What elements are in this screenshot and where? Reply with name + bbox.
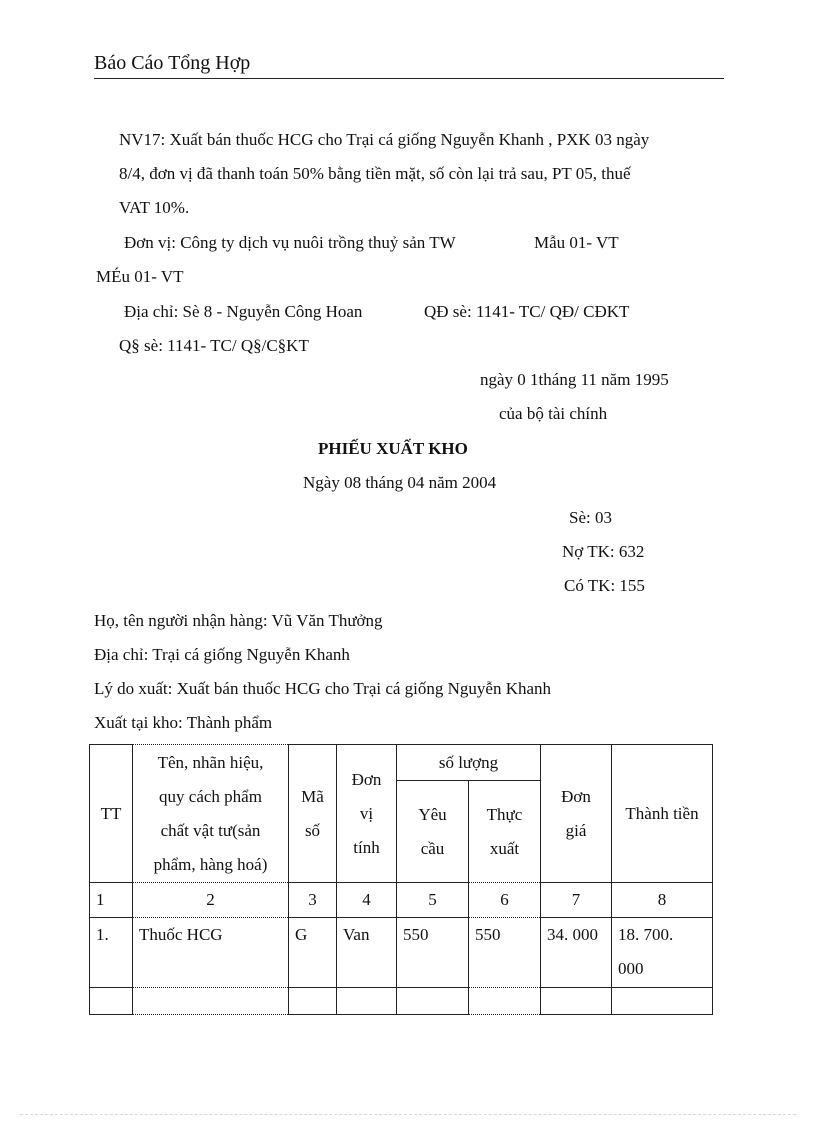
header-unit: Đơn vị tính <box>337 745 397 883</box>
header-actual: Thực xuất <box>469 781 541 883</box>
decision-date: ngày 0 1tháng 11 năm 1995 <box>480 370 669 389</box>
row-name: Thuốc HCG <box>133 918 289 988</box>
form-number-garbled: MÉu 01- VT <box>96 267 184 286</box>
receiver-name: Họ, tên người nhận hàng: Vũ Văn Thưởng <box>94 611 383 630</box>
row-amount: 18. 700. 000 <box>612 918 713 988</box>
header-code: Mã số <box>289 745 337 883</box>
issue-reason: Lý do xuất: Xuất bán thuốc HCG cho Trại cá giống Nguyễn Khanh <box>94 679 552 698</box>
debit-account: Nợ TK: 632 <box>562 542 645 561</box>
column-number: 3 <box>289 883 337 918</box>
column-number: 6 <box>469 883 541 918</box>
slip-number: Sè: 03 <box>569 508 612 527</box>
warehouse: Xuất tại kho: Thành phẩm <box>94 713 273 732</box>
row-code: G <box>289 918 337 988</box>
page-header-title: Báo Cáo Tổng Hợp <box>94 52 251 74</box>
column-number: 4 <box>337 883 397 918</box>
decision-number: QĐ sè: 1141- TC/ QĐ/ CĐKT <box>424 302 630 321</box>
receiver-address: Địa chỉ: Trại cá giống Nguyễn Khanh <box>94 645 350 664</box>
slip-title: PHIẾU XUẤT KHO <box>318 439 468 458</box>
row-tt: 1. <box>90 918 133 988</box>
column-number: 8 <box>612 883 713 918</box>
org-address: Địa chỉ: Sè 8 - Nguyễn Công Hoan <box>124 302 363 321</box>
header-amount: Thành tiền <box>612 745 713 883</box>
column-number: 1 <box>90 883 133 918</box>
table-row-empty <box>90 988 713 1015</box>
slip-date: Ngày 08 tháng 04 năm 2004 <box>303 473 497 492</box>
intro-line-1: NV17: Xuất bán thuốc HCG cho Trại cá giống Nguyễn Khanh , PXK 03 ngày <box>119 130 650 149</box>
credit-account: Có TK: 155 <box>564 576 645 595</box>
header-name: Tên, nhãn hiệu, quy cách phẩm chất vật tư(sản phẩm, hàng hoá) <box>133 745 289 883</box>
header-tt: TT <box>90 745 133 883</box>
column-number: 2 <box>133 883 289 918</box>
row-unit: Van <box>337 918 397 988</box>
row-requested: 550 <box>397 918 469 988</box>
header-requested: Yêu cầu <box>397 781 469 883</box>
form-number: Mẫu 01- VT <box>534 233 619 252</box>
header-quantity: số lượng <box>397 745 541 781</box>
column-number: 7 <box>541 883 612 918</box>
table-row <box>90 918 713 988</box>
row-price: 34. 000 <box>541 918 612 988</box>
column-number: 5 <box>397 883 469 918</box>
page-bottom-divider <box>20 1114 796 1115</box>
column-number-row <box>90 883 713 918</box>
ministry: của bộ tài chính <box>499 404 608 423</box>
intro-line-3: VAT 10%. <box>119 198 190 217</box>
issue-table <box>89 744 713 1015</box>
org-unit: Đơn vị: Công ty dịch vụ nuôi trồng thuỷ sản TW <box>124 233 456 252</box>
header-rule <box>94 78 724 79</box>
header-price: Đơn giá <box>541 745 612 883</box>
decision-number-garbled: Q§ sè: 1141- TC/ Q§/C§KT <box>119 336 309 355</box>
row-actual: 550 <box>469 918 541 988</box>
intro-line-2: 8/4, đơn vị đã thanh toán 50% bằng tiền mặt, số còn lại trả sau, PT 05, thuế <box>119 164 631 183</box>
